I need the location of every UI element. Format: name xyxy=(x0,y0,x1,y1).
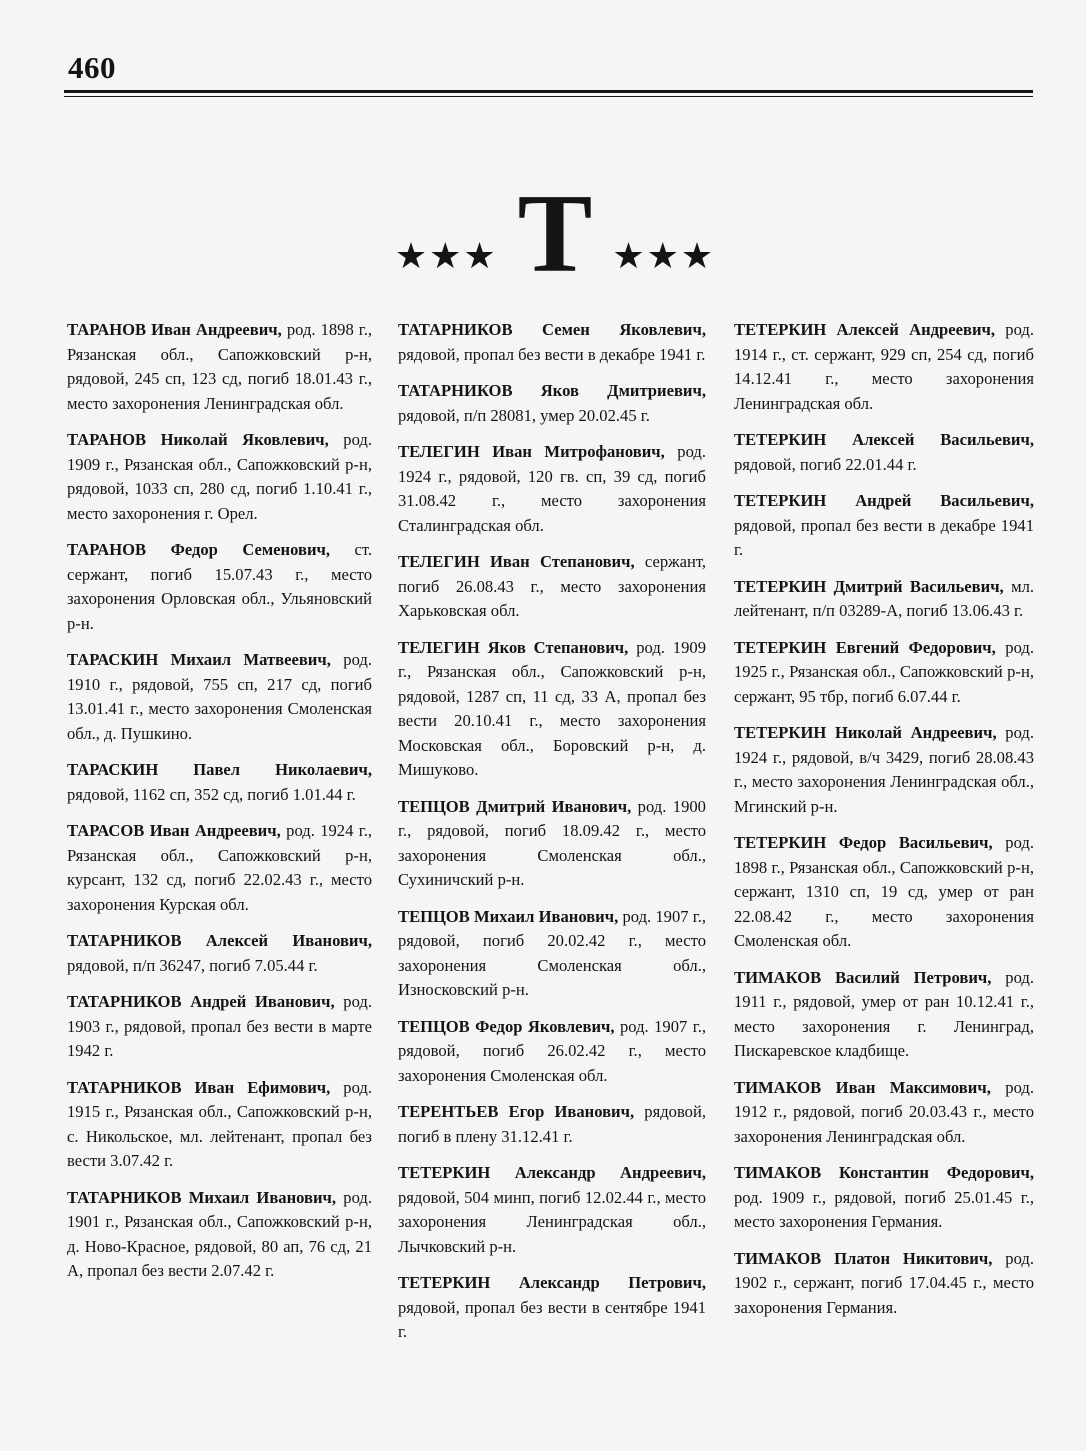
entry-surname: ТЕПЦОВ xyxy=(398,906,470,926)
entry-given-name: Федор Васильевич, xyxy=(838,833,993,852)
entry xyxy=(67,819,372,917)
entry-surname: ТЕТЕРКИН xyxy=(734,430,827,449)
entry-given-name: Андрей Иванович, xyxy=(190,992,335,1011)
entry-surname: ТАТАРНИКОВ xyxy=(67,992,182,1011)
entry-details: род. 1915 г., Рязанская обл., Сапожковский р-н, с. Никольское, мл. лейтенант, пропал без вести 3.07.42 г. xyxy=(67,1077,372,1170)
entry-surname: ТАТАРНИКОВ xyxy=(67,1187,182,1207)
entry xyxy=(67,990,372,1064)
entry-given-name: Алексей Иванович, xyxy=(205,931,372,950)
entry xyxy=(398,1271,706,1345)
entry-details: род. 1924 г., рядовой, 120 гв. сп, 39 сд, погиб 31.08.42 г., место захоронения Сталинградская обл. xyxy=(398,442,706,535)
entry xyxy=(67,929,372,978)
entry-given-name: Платон Никитович, xyxy=(834,1248,993,1268)
column-1 xyxy=(67,318,372,1296)
entry-given-name: Иван Степанович, xyxy=(490,552,635,571)
entry-surname: ТАРАСОВ xyxy=(67,821,145,840)
entry-surname: ТАТАРНИКОВ xyxy=(398,320,513,339)
entry-details: рядовой, 504 минп, погиб 12.02.44 г., место захоронения Ленинградская обл., Лычковский р-н. xyxy=(398,1187,706,1256)
entry-given-name: Николай Андреевич, xyxy=(834,723,997,742)
header-rule-thick xyxy=(64,90,1033,93)
entry-surname: ТЕЛЕГИН xyxy=(398,442,480,461)
stars-right: ★★★ xyxy=(612,236,716,276)
entry-surname: ТАРАНОВ xyxy=(67,430,147,449)
entry-given-name: Иван Митрофанович, xyxy=(492,442,665,461)
entry-details: рядовой, пропал без вести в декабре 1941 г. xyxy=(398,344,706,364)
entry-details: мл. лейтенант, п/п 03289-А, погиб 13.06.43 г. xyxy=(734,576,1034,620)
entry xyxy=(398,440,706,538)
entry-details: род. 1907 г., рядовой, погиб 20.02.42 г., место захоронения Смоленская обл., Износковский р-н. xyxy=(398,906,707,999)
entry-details: рядовой, п/п 28081, умер 20.02.45 г. xyxy=(398,405,650,425)
entry-given-name: Александр Петрович, xyxy=(518,1273,706,1292)
entry-given-name: Иван Максимович, xyxy=(835,1077,991,1097)
entry-surname: ТИМАКОВ xyxy=(734,967,822,987)
entry-details: рядовой, п/п 36247, погиб 7.05.44 г. xyxy=(67,955,318,975)
entry-surname: ТАТАРНИКОВ xyxy=(398,381,513,400)
entry xyxy=(734,966,1034,1064)
entry-details: род. 1924 г., Рязанская обл., Сапожковский р-н, курсант, 132 сд, погиб 22.02.43 г., место захоронения Курская обл. xyxy=(67,821,372,914)
entry xyxy=(734,721,1034,819)
entry-surname: ТИМАКОВ xyxy=(734,1248,822,1268)
column-2 xyxy=(398,318,706,1357)
entry-given-name: Андрей Васильевич, xyxy=(855,491,1034,510)
entry xyxy=(67,648,372,746)
entry-given-name: Павел Николаевич, xyxy=(193,760,372,779)
entry-details: рядовой, погиб в плену 31.12.41 г. xyxy=(398,1102,706,1146)
entry-surname: ТЕЛЕГИН xyxy=(398,637,480,657)
entry-details: сержант, погиб 26.08.43 г., место захоронения Харьковская обл. xyxy=(398,552,706,620)
entry-details: род. 1909 г., Рязанская обл., Сапожковский р-н, рядовой, 1033 сп, 280 сд, погиб 1.10.41 г., место захоронения г. Орел. xyxy=(67,430,372,523)
entry xyxy=(734,636,1034,710)
entry-given-name: Александр Андреевич, xyxy=(514,1163,706,1182)
entry-details: род. 1898 г., Рязанская обл., Сапожковский р-н, рядовой, 245 сп, 123 сд, погиб 18.01.43 г., место захоронения Ленинградская обл. xyxy=(67,320,373,413)
entry xyxy=(734,489,1034,563)
entry xyxy=(398,1161,706,1259)
entry-details: род. 1911 г., рядовой, умер от ран 10.12.41 г., место захоронения г. Ленинград, Пискаревское кладбище. xyxy=(734,967,1034,1060)
entry-given-name: Дмитрий Васильевич, xyxy=(833,576,1004,596)
entry-given-name: Василий Петрович, xyxy=(835,967,992,987)
entry xyxy=(398,1100,706,1149)
entry xyxy=(734,318,1034,416)
entry-surname: ТЕТЕРКИН xyxy=(398,1273,491,1292)
entry-details: род. 1898 г., Рязанская обл., Сапожковский р-н, сержант, 1310 сп, 19 сд, умер от ран 22.08.42 г., место захоронения Смоленская обл. xyxy=(734,833,1034,950)
entry-details: род. 1903 г., рядовой, пропал без вести в марте 1942 г. xyxy=(67,992,372,1060)
entry-surname: ТЕТЕРКИН xyxy=(734,576,827,596)
entry-surname: ТЕТЕРКИН xyxy=(734,723,827,742)
entry xyxy=(398,550,706,624)
stars-left: ★★★ xyxy=(394,236,498,276)
entry-given-name: Дмитрий Иванович, xyxy=(476,796,632,816)
entry xyxy=(67,1186,372,1284)
entry xyxy=(734,575,1034,624)
entry-details: род. 1909 г., рядовой, погиб 25.01.45 г., место захоронения Германия. xyxy=(734,1187,1034,1231)
entry-surname: ТЕТЕРКИН xyxy=(398,1163,491,1182)
entry-details: род. 1902 г., сержант, погиб 17.04.45 г., место захоронения Германия. xyxy=(734,1248,1034,1317)
entry-details: род. 1914 г., ст. сержант, 929 сп, 254 сд, погиб 14.12.41 г., место захоронения Ленинградская обл. xyxy=(734,320,1034,413)
entry-surname: ТАРАСКИН xyxy=(67,650,159,669)
entry-details: род. 1910 г., рядовой, 755 сп, 217 сд, погиб 13.01.41 г., место захоронения Смоленская обл., д. Пушкино. xyxy=(67,650,372,743)
entry-details: ст. сержант, погиб 15.07.43 г., место захоронения Орловская обл., Ульяновский р-н. xyxy=(67,540,372,633)
entry-details: рядовой, 1162 сп, 352 сд, погиб 1.01.44 г. xyxy=(67,784,356,804)
entry-surname: ТИМАКОВ xyxy=(734,1163,822,1182)
entry-given-name: Иван Ефимович, xyxy=(194,1077,331,1097)
entry-surname: ТЕПЦОВ xyxy=(398,1016,470,1036)
entry-given-name: Федор Яковлевич, xyxy=(475,1016,615,1036)
entry-given-name: Яков Дмитриевич, xyxy=(540,381,706,400)
entry-surname: ТАРАНОВ xyxy=(67,320,147,339)
entry-details: род. 1907 г., рядовой, погиб 26.02.42 г., место захоронения Смоленская обл. xyxy=(398,1016,706,1085)
entry xyxy=(398,1015,706,1089)
entry-details: род. 1925 г., Рязанская обл., Сапожковский р-н, сержант, 95 тбр, погиб 6.07.44 г. xyxy=(734,637,1035,706)
entry-given-name: Алексей Андреевич, xyxy=(836,320,996,339)
entry xyxy=(398,795,706,893)
entry-surname: ТЕТЕРКИН xyxy=(734,833,827,852)
entry-details: рядовой, погиб 22.01.44 г. xyxy=(734,454,917,474)
entry xyxy=(734,1247,1034,1321)
entry-given-name: Михаил Матвеевич, xyxy=(170,650,331,669)
entry xyxy=(398,379,706,428)
section-header xyxy=(394,171,716,296)
entry-given-name: Михаил Иванович, xyxy=(473,906,619,926)
entry-given-name: Иван Андреевич, xyxy=(149,821,281,840)
entry-given-name: Семен Яковлевич, xyxy=(542,320,706,339)
header-rule-thin xyxy=(64,96,1033,97)
column-3 xyxy=(734,318,1034,1332)
entry-surname: ТЕПЦОВ xyxy=(398,796,470,816)
entry-details: род. 1901 г., Рязанская обл., Сапожковский р-н, д. Ново-Красное, рядовой, 80 ап, 76 сд, 21 А, пропал без вести 2.07.42 г. xyxy=(67,1187,372,1280)
entry-surname: ТАРАНОВ xyxy=(67,540,147,559)
entry xyxy=(67,318,372,416)
entry xyxy=(734,1076,1034,1150)
entry xyxy=(734,1161,1034,1235)
entry-surname: ТЕТЕРКИН xyxy=(734,491,827,510)
entry-surname: ТЕТЕРКИН xyxy=(734,637,827,657)
entry-given-name: Яков Степанович, xyxy=(487,637,629,657)
entry-given-name: Алексей Васильевич, xyxy=(852,430,1034,449)
entry-surname: ТЕТЕРКИН xyxy=(734,320,827,339)
entry-given-name: Михаил Иванович, xyxy=(188,1187,337,1207)
entry-surname: ТЕЛЕГИН xyxy=(398,552,480,571)
entry-details: род. 1900 г., рядовой, погиб 18.09.42 г., место захоронения Смоленская обл., Сухиничский р-н. xyxy=(398,796,706,889)
entry-details: род. 1912 г., рядовой, погиб 20.03.43 г., место захоронения Ленинградская обл. xyxy=(734,1077,1034,1146)
entry-given-name: Иван Андреевич, xyxy=(151,320,282,339)
entry-details: рядовой, пропал без вести в декабре 1941 г. xyxy=(734,515,1034,559)
entry-surname: ТАТАРНИКОВ xyxy=(67,1077,182,1097)
entry-details: рядовой, пропал без вести в сентябре 1941 г. xyxy=(398,1297,706,1341)
entry-details: род. 1909 г., Рязанская обл., Сапожковский р-н, рядовой, 1287 сп, 11 сд, 33 А, пропал без вести 20.10.41 г., место захоронения Московская обл., Боровский р-н, д. Мишуково. xyxy=(398,637,706,779)
section-letter: Т xyxy=(517,171,593,296)
entry xyxy=(67,428,372,526)
entry xyxy=(398,636,706,783)
entry xyxy=(67,538,372,636)
entry-surname: ТЕРЕНТЬЕВ xyxy=(398,1102,499,1121)
entry xyxy=(67,758,372,807)
entry xyxy=(67,1076,372,1174)
entry xyxy=(734,831,1034,954)
entry-given-name: Константин Федорович, xyxy=(839,1163,1034,1182)
page-number: 460 xyxy=(68,50,116,85)
entry-surname: ТАРАСКИН xyxy=(67,760,159,779)
entry-surname: ТИМАКОВ xyxy=(734,1077,822,1097)
entry-given-name: Егор Иванович, xyxy=(508,1102,635,1121)
entry-given-name: Евгений Федорович, xyxy=(835,637,996,657)
entry-details: род. 1924 г., рядовой, в/ч 3429, погиб 28.08.43 г., место захоронения Ленинградская обл., Мгинский р-н. xyxy=(734,723,1034,816)
entry xyxy=(734,428,1034,477)
entry-surname: ТАТАРНИКОВ xyxy=(67,931,182,950)
entry xyxy=(398,318,706,367)
entry xyxy=(398,905,706,1003)
entry-given-name: Николай Яковлевич, xyxy=(160,430,329,449)
entry-given-name: Федор Семенович, xyxy=(170,540,331,559)
